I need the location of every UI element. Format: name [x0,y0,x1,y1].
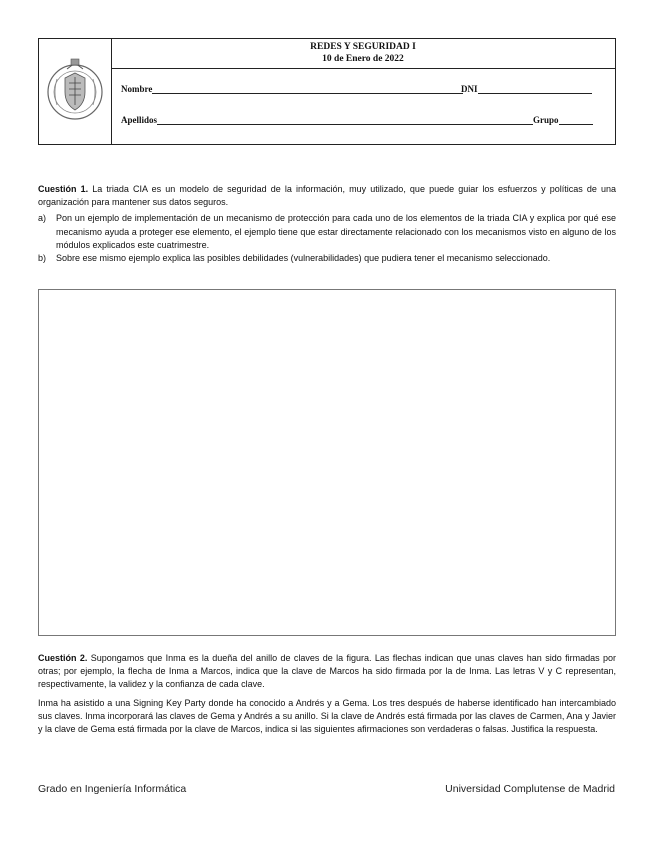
question-2-text: Supongamos que Inma es la dueña del anillo de claves de la figura. Las flechas indican que unas claves han sido firmadas por otras; por ejemplo, la flecha de Inma a Marcos, indica que la clave de Marcos ha sido firmada por la de Inma. Las letras V y C representan, respectivamente, la validez y la confianza de cada clave. [38,653,616,690]
item-marker: b) [38,253,47,264]
university-seal-icon [45,49,105,135]
dni-field[interactable] [461,83,592,94]
footer-degree: Grado en Ingeniería Informática [38,783,187,795]
question-2-para-2: Inma ha asistido a una Signing Key Party donde ha conocido a Andrés y a Gema. Los tres después de haberse identificado han intercambiado sus claves. Inma incorporará las claves de Gema y Andrés a su anillo. Si la clave de Andrés está firmada por las claves de Carmen, Ana y Javier y la clave de Gema está firmada por la clave de Marcos, indica si las siguientes afirmaciones son verdaderas o falsas. Justifica la respuesta. [38,697,616,735]
answer-box[interactable] [38,289,616,636]
course-title: REDES Y SEGURIDAD I [310,42,416,52]
group-field[interactable] [533,114,593,125]
item-text: Pon un ejemplo de implementación de un mecanismo de protección para cada uno de los elementos de la triada CIA y explica por qué ese mecanismo ayuda a proteger ese elemento, el ejemplo tiene que estar directamente relacionado con los mecanismos visto en alguno de los módulos explicados este cuatrimestre. [56,213,616,250]
surname-field[interactable] [121,114,533,125]
group-label: Grupo [533,115,559,125]
question-1 [38,183,616,265]
item-text: Sobre ese mismo ejemplo explica las posibles debilidades (vulnerabilidades) que pudiera tener el mecanismo seleccionado. [56,253,551,264]
group-line[interactable] [559,114,593,125]
name-field[interactable] [121,83,463,94]
surname-line[interactable] [157,114,533,125]
surname-label: Apellidos [121,115,158,125]
exam-title-block [111,39,615,69]
exam-header [38,38,616,145]
question-1-label: Cuestión 1. [38,184,89,194]
exam-date: 10 de Enero de 2022 [322,54,404,64]
question-2 [38,652,616,736]
university-logo [39,39,112,144]
dni-line[interactable] [478,83,592,94]
question-1-item-a [38,212,616,252]
name-label: Nombre [121,84,153,94]
question-1-intro [38,183,616,209]
dni-label: DNI [461,84,478,94]
footer-university: Universidad Complutense de Madrid [445,783,615,795]
question-2-para-1 [38,652,616,692]
question-1-item-b [38,252,616,265]
question-1-text: La triada CIA es un modelo de seguridad de la información, muy utilizado, que puede guiar los esfuerzos y políticas de una organización para mantener sus datos seguros. [38,184,616,208]
item-marker: a) [38,213,47,224]
question-2-label: Cuestión 2. [38,653,88,663]
name-line[interactable] [152,83,463,94]
